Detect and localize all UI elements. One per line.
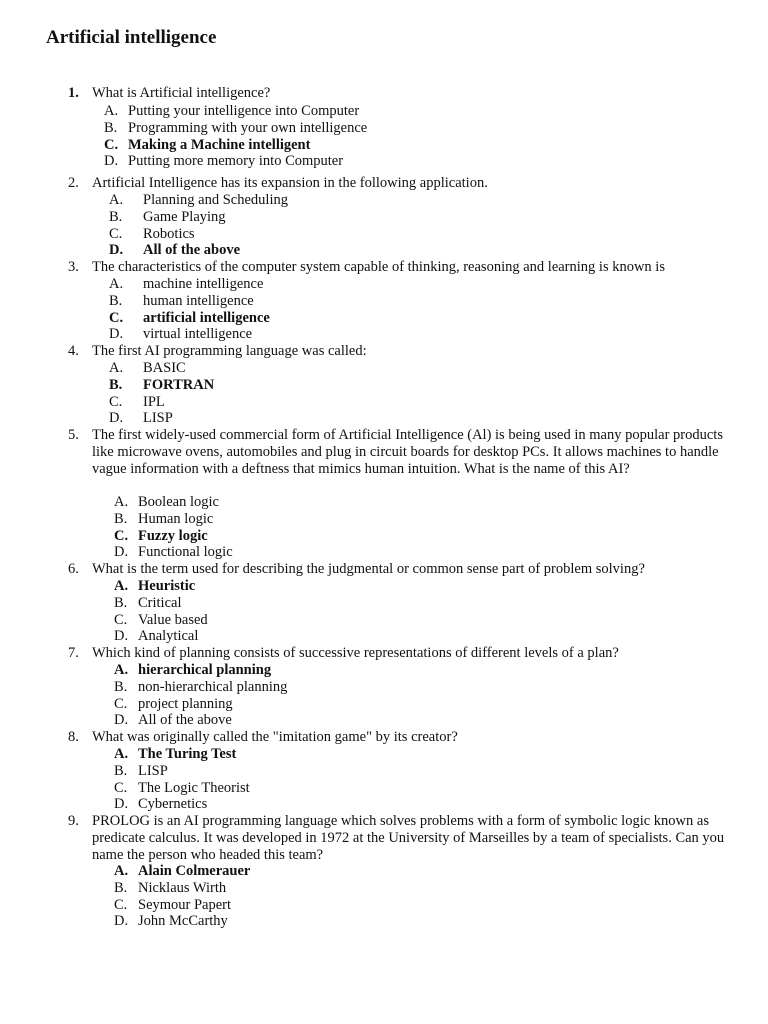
option-text: IPL [143,393,165,410]
option-text: Putting more memory into Computer [128,153,344,170]
question-number: 4. [68,343,79,359]
question-5 [68,427,728,477]
option-letter: D. [109,326,124,343]
option-letter: A. [109,192,124,208]
question-9 [68,813,728,863]
question-number: 5. [68,427,79,443]
option-text: hierarchical planning [138,662,272,678]
option-letter: B. [114,762,128,779]
option-text: Analytical [138,628,199,645]
option-text: All of the above [143,242,241,259]
option-letter: A. [114,746,129,762]
option-letter: A. [114,494,129,510]
option-text: artificial intelligence [143,309,270,326]
question-2 [68,175,728,192]
option-text: Planning and Scheduling [143,192,288,208]
option-letter: B. [114,510,128,527]
option-text: Cybernetics [138,796,208,813]
question-text: The first AI programming language was called: [92,343,367,359]
option-text: virtual intelligence [143,326,253,343]
question-text: Which kind of planning consists of successive representations of different levels of a plan? [92,645,619,661]
option-text: Nicklaus Wirth [138,879,227,896]
option-text: The Turing Test [138,746,237,762]
option-text: Human logic [138,510,214,527]
option-letter: B. [109,292,123,309]
question-text: What was originally called the "imitation game" by its creator? [92,729,458,745]
question-number: 3. [68,259,79,275]
question-number: 9. [68,813,79,829]
option-text: Alain Colmerauer [138,863,251,879]
option-text: machine intelligence [143,276,264,292]
question-text: PROLOG is an AI programming language which solves problems with a form of symbolic logic known as predicate calculus. It was developed in 1972 at the University of Marseilles by a team of specialists. Can you name the person who headed this team? [92,813,725,863]
option-letter: B. [114,594,128,611]
option-letter: D. [109,410,124,427]
question-1 [68,85,728,102]
option-text: Robotics [143,225,195,242]
question-text: What is the term used for describing the judgmental or common sense part of problem solving? [92,561,645,577]
question-text: Artificial Intelligence has its expansion in the following application. [92,175,488,191]
question-3 [68,259,728,276]
option-text: Seymour Papert [138,896,232,913]
option-letter: D. [114,628,129,645]
option-letter: D. [114,913,129,930]
option-letter: B. [109,376,123,393]
option-letter: C. [114,611,128,628]
question-8 [68,729,728,746]
option-text: Heuristic [138,578,196,594]
question-7 [68,645,728,662]
option-letter: B. [109,208,123,225]
question-4 [68,343,728,360]
question-number: 1. [68,85,79,101]
option-letter: C. [114,779,128,796]
page-title: Artificial intelligence [46,27,217,48]
option-text: Fuzzy logic [138,527,208,544]
option-letter: A. [109,276,124,292]
option-text: Functional logic [138,544,233,561]
question-6 [68,561,728,578]
option-letter: D. [109,242,124,259]
option-text: FORTRAN [143,376,215,393]
option-text: BASIC [143,360,186,376]
question-number: 8. [68,729,79,745]
option-text: project planning [138,695,233,712]
question-text: What is Artificial intelligence? [92,85,271,101]
option-letter: A. [109,360,124,376]
option-letter: B. [114,879,128,896]
option-letter: C. [114,527,129,544]
option-letter: A. [114,863,129,879]
question-number: 6. [68,561,79,577]
option-text: Boolean logic [138,494,219,510]
question-number: 2. [68,175,79,191]
option-text: Game Playing [143,208,226,225]
option-text: Critical [138,594,182,611]
option-letter: C. [114,896,128,913]
question-text: The characteristics of the computer system capable of thinking, reasoning and learning is known is [92,259,665,275]
question-text: The first widely-used commercial form of Artificial Intelligence (Al) is being used in many popular products like microwave ovens, automobiles and plug in circuit boards for desktop PCs. It allows machines to handle vague information with a deftness that mimics human intuition. What is the name of this AI? [92,427,723,477]
option-letter: D. [114,544,129,561]
option-text: All of the above [138,712,232,729]
option-text: The Logic Theorist [138,779,250,796]
option-letter: D. [114,712,129,729]
option-letter: A. [104,103,119,119]
option-text: LISP [138,762,168,779]
option-text: Programming with your own intelligence [128,119,368,136]
option-letter: C. [109,393,123,410]
option-text: Making a Machine intelligent [128,136,311,153]
option-letter: B. [104,119,118,136]
option-letter: B. [114,678,128,695]
option-text: non-hierarchical planning [138,678,288,695]
option-letter: C. [109,309,124,326]
option-letter: A. [114,578,129,594]
option-letter: A. [114,662,129,678]
option-text: Putting your intelligence into Computer [128,103,360,119]
option-text: human intelligence [143,292,254,309]
question-number: 7. [68,645,79,661]
option-letter: C. [104,136,119,153]
option-letter: C. [114,695,128,712]
option-text: John McCarthy [138,913,228,930]
option-text: LISP [143,410,173,427]
option-text: Value based [138,611,208,628]
option-letter: D. [104,153,119,170]
option-letter: D. [114,796,129,813]
option-letter: C. [109,225,123,242]
